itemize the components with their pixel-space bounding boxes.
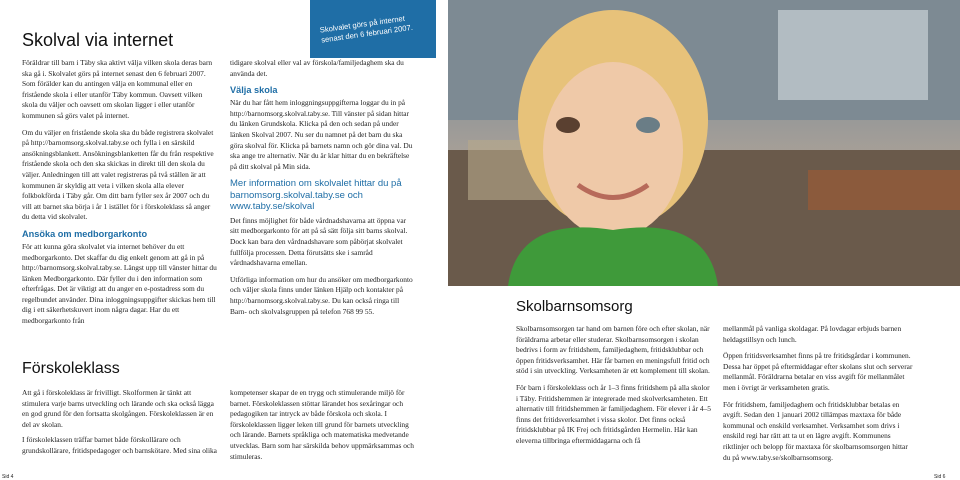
page-number-left: Sid 4 xyxy=(2,474,14,480)
forskoleklass-col2-paragraph: kompetenser skapar de en trygg och stimulerande miljö för barnet. Förskoleklassen stöttar lärandet hos sexåringar och pedagogiken tar intryck av både förskola och skola. I förskoleklassen ligger leken till grund för barnets utveckling och lärande. Barnets språkliga och matematiska medvetande utvecklas. Barn som har särskilda behov uppmärksammas och stimuleras. xyxy=(230,388,414,461)
col2-intro: tidigare skolval eller val av förskola/familjedaghem ska du använda det. xyxy=(230,58,404,78)
forskoleklass-paragraph-1: Att gå i förskoleklass är frivilligt. Skolformen är tänkt att stimulera varje barns utveckling och lärande och ska också lägga en god grund för den fortsatta skolgången. Förskoleklassen är en del av skolan. xyxy=(22,388,214,429)
mer-paragraph-2: Utförliga information om hur du ansöker om medborgarkonto och väljer skola finns under länken Hjälp och kontakter på http://barnomsorg.skolval.taby.se. Du kan också ringa till Barn- och skolvalsgruppen på telefon 768 99 55. xyxy=(230,274,413,316)
fristaende-paragraph: Om du väljer en fristående skola ska du både registrera skolvalet på http://barnomsorg.skolval.taby.se och fylla i en särskild ansökningsblankett. Ansökningsblanketten får du från respektive fristående skola och den ska skickas in direkt till den skola du väljer. Anledningen till att valet registreras på två ställen är att kommunen är skyldig att veta i vilken skola alla elever folkbokförda i Täby går. Om ditt barn fyller sex år 2007 och du vill att barnet ska börja i år 1 istället för i förskoleklass så anger du detta vid skolvalet. xyxy=(22,127,214,222)
deadline-banner xyxy=(310,0,436,58)
right-column-1 xyxy=(516,324,711,447)
child-photo-illustration xyxy=(448,0,960,286)
child-photo xyxy=(448,0,960,286)
skolbarnsomsorg-paragraph-1: Skolbarnsomsorgen tar hand om barnen före och efter skolan, när föräldrarna arbetar eller studerar. Skolbarnsomsorgen i skolan bedrivs i form av fritidshem, familjedaghem, fritidsklubbar och öppen fritidsverksamhet. Här får barnen en meningsfull fritid och stöd i sin utveckling. Verksamheten är ett komplement till skolan. xyxy=(516,324,710,376)
forskoleklass-column-2 xyxy=(230,388,416,462)
skolbarnsomsorg-paragraph-2: För barn i förskoleklass och år 1–3 finns fritidshem på alla skolor i Täby. Fritidshemmen är integrerade med skolverksamheten. Ett alternativ till fritidshemmen är familjedaghem. För elever i år 4–5 finns det fritidsverksamhet i vissa skolor. Det finns också fritidsklubbar på IK Frej och fritidsgården Hermelin. Här kan eleverna tillbringa eftermiddagarna och få xyxy=(516,382,711,445)
mer-paragraph-1: Det finns möjlighet för både vårdnadshavarna att öppna var sitt medborgarkonto för att på så sätt följa sitt barns skolval. Dock kan bara den vårdnadshavare som påbörjat skolvalet fullfölja processen. Detta förutsätts ske i samråd vårdnadshavarna emellan. xyxy=(230,215,408,268)
medborgarkonto-paragraph: För att kunna göra skolvalet via internet behöver du ett medborgarkonto. Det skaffar du dig enkelt genom att gå in på http://barnomsorg.skolval.taby.se. Längst upp till vänster hittar du länken Medborgarkonto. Där fyller du i den information som efterfrågas. Det är viktigt att du anger en e-postadress som du regelbundet använder. Dina inloggningsuppgifter skickas hem till dig i ett säkerhetskuvert inom några dagar. Har du ett medborgarkonto från xyxy=(22,241,217,326)
right-col2-paragraph-2: Öppen fritidsverksamhet finns på tre fritidsgårdar i kommunen. Dessa har öppet på eftermiddagar efter skolans slut och serverar mellanmål. Föräldrarna betalar en viss avgift för mellanmålet men i övrigt är verksamheten gratis. xyxy=(723,351,913,392)
intro-paragraph: Föräldrar till barn i Täby ska aktivt välja vilken skola deras barn ska gå i. Skolvalet görs på internet senast den 6 februari 2007. Som förälder kan du antingen välja en kommunal eller en fristående skola i eller utanför Täby kommun. Oavsett vilken skola du väljer och oavsett om skolan ligger i eller utanför kommunen så görs valet på internet. xyxy=(22,58,213,120)
left-column-2 xyxy=(230,58,416,317)
forskoleklass-column-1 xyxy=(22,388,218,457)
heading-forskoleklass: Förskoleklass xyxy=(22,360,120,377)
forskoleklass-paragraph-2: I förskoleklassen träffar barnet både förskollärare och grundskollärare, fritidspedagoger och barnskötare. Med sina olika xyxy=(22,435,217,455)
right-column-2 xyxy=(723,324,913,463)
page-number-right: Sid 6 xyxy=(934,474,946,480)
left-column-1 xyxy=(22,58,217,327)
page-title: Skolval via internet xyxy=(22,30,174,50)
right-col2-paragraph-3: För fritidshem, familjedaghem och fritidsklubbar betalas en avgift. Sedan den 1 januari 2002 tillämpas maxtaxa för både kommunal och enskild verksamhet. Verksamhet som drivs i enskild regi har rätt att ta ut en lägre avgift. Kommunens riktlinjer och belopp för maxtaxa för skolbarnsomsorgen hittar du på www.taby.se/skolbarnsomsorg. xyxy=(723,399,908,462)
heading-valja-skola: Välja skola xyxy=(230,85,278,96)
heading-medborgarkonto: Ansöka om medborgarkonto xyxy=(22,228,148,239)
right-col2-paragraph-1: mellanmål på vanliga skoldagar. På lovdagar erbjuds barnen heldagstillsyn och lunch. xyxy=(723,324,902,344)
banner-text: Skolvalet görs på internet senast den 6 februari 2007. xyxy=(319,13,414,45)
heading-mer-information: Mer information om skolvalet hittar du på barnomsorg.skolval.taby.se och www.taby.se/skolval xyxy=(230,178,402,213)
valja-paragraph: När du har fått hem inloggningsuppgifterna loggar du in på http://barnomsorg.skolval.taby.se. Till vänster på sidan hittar du länken Grundskola. Klicka på den och sedan på under länken Skolval 2007. Nu ser du namnet på det barn du ska göra skolval för. Klicka på barnets namn och gör dina val. Du ska ange tre alternativ. När du är klar hittar du en bekräftelse på ditt skolval på Min sida. xyxy=(230,98,413,171)
skolbarnsomsorg-title: Skolbarnsomsorg xyxy=(516,298,633,315)
